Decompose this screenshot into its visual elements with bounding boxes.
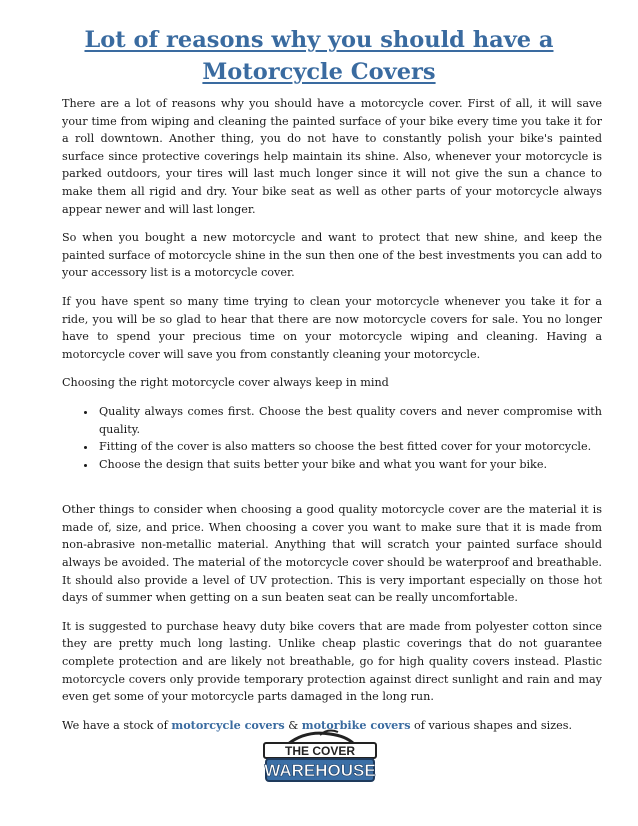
closing-prefix: We have a stock of xyxy=(62,718,172,732)
paragraph: Choosing the right motorcycle cover always keep in mind xyxy=(62,376,389,390)
cover-warehouse-logo xyxy=(258,726,382,786)
list-item: • Fitting of the cover is also matters so choose the best fitted cover for your motorcycle. xyxy=(97,438,602,456)
article-body xyxy=(62,95,602,745)
list-item: • Quality always comes first. Choose the best quality covers and never compromise with quality. xyxy=(97,403,602,438)
paragraph: So when you bought a new motorcycle and want to protect that new shine, and keep the painted surface of motorcycle shine in the sun then one of the best investments you can add to your accessory list is a motorcycle cover. xyxy=(62,231,602,280)
paragraph: It is suggested to purchase heavy duty bike covers that are made from polyester cotton since they are pretty much long lasting. Unlike cheap plastic coverings that do not guarantee complete protection and are likely not breathable, go for high quality covers instead. Plastic motorcycle covers only provide temporary protection against direct sunlight and rain and may even get some of your motorcycle parts damaged in the long run. xyxy=(62,619,602,704)
paragraph: If you have spent so many time trying to clean your motorcycle whenever you take it for a ride, you will be so glad to hear that there are now motorcycle covers for sale. You no longer have to spend your precious time on your motorcycle wiping and cleaning. Having a motorcycle cover will save you from constantly cleaning your motorcycle. xyxy=(62,294,602,361)
list-item: • Choose the design that suits better your bike and what you want for your bike. xyxy=(97,456,602,474)
logo-line-2: WAREHOUSE xyxy=(264,761,376,780)
motorbike-covers-link[interactable]: motorbike covers xyxy=(301,717,411,732)
closing-amp: & xyxy=(284,718,302,732)
page-title xyxy=(40,24,598,88)
bullet-list xyxy=(62,403,602,473)
title-line-2: Motorcycle Covers xyxy=(202,59,436,85)
paragraph: There are a lot of reasons why you should have a motorcycle cover. First of all, it will save your time from wiping and cleaning the painted surface of your bike every time you take it for a roll downtown. Another thing, you do not have to constantly polish your bike's painted surface since protective coverings help maintain its shine. Also, whenever your motorcycle is parked outdoors, your tires will last much longer since it will not give the sun a chance to make them all rigid and dry. Your bike seat as well as other parts of your motorcycle always appear newer and will last longer. xyxy=(62,97,602,216)
motorcycle-covers-link[interactable]: motorcycle covers xyxy=(171,717,285,732)
closing-suffix: of various shapes and sizes. xyxy=(410,718,573,732)
title-line-1: Lot of reasons why you should have a xyxy=(84,27,554,53)
logo-line-1: THE COVER xyxy=(284,744,356,758)
paragraph: Other things to consider when choosing a good quality motorcycle cover are the material it is made of, size, and price. When choosing a cover you want to make sure that it is made from non-abrasive non-metallic material. Anything that will scratch your painted surface should always be avoided. The material of the motorcycle cover should be waterproof and breathable. It should also provide a level of UV protection. This is very important especially on those hot days of summer when getting on a sun beaten seat can be really uncomfortable. xyxy=(62,503,602,605)
